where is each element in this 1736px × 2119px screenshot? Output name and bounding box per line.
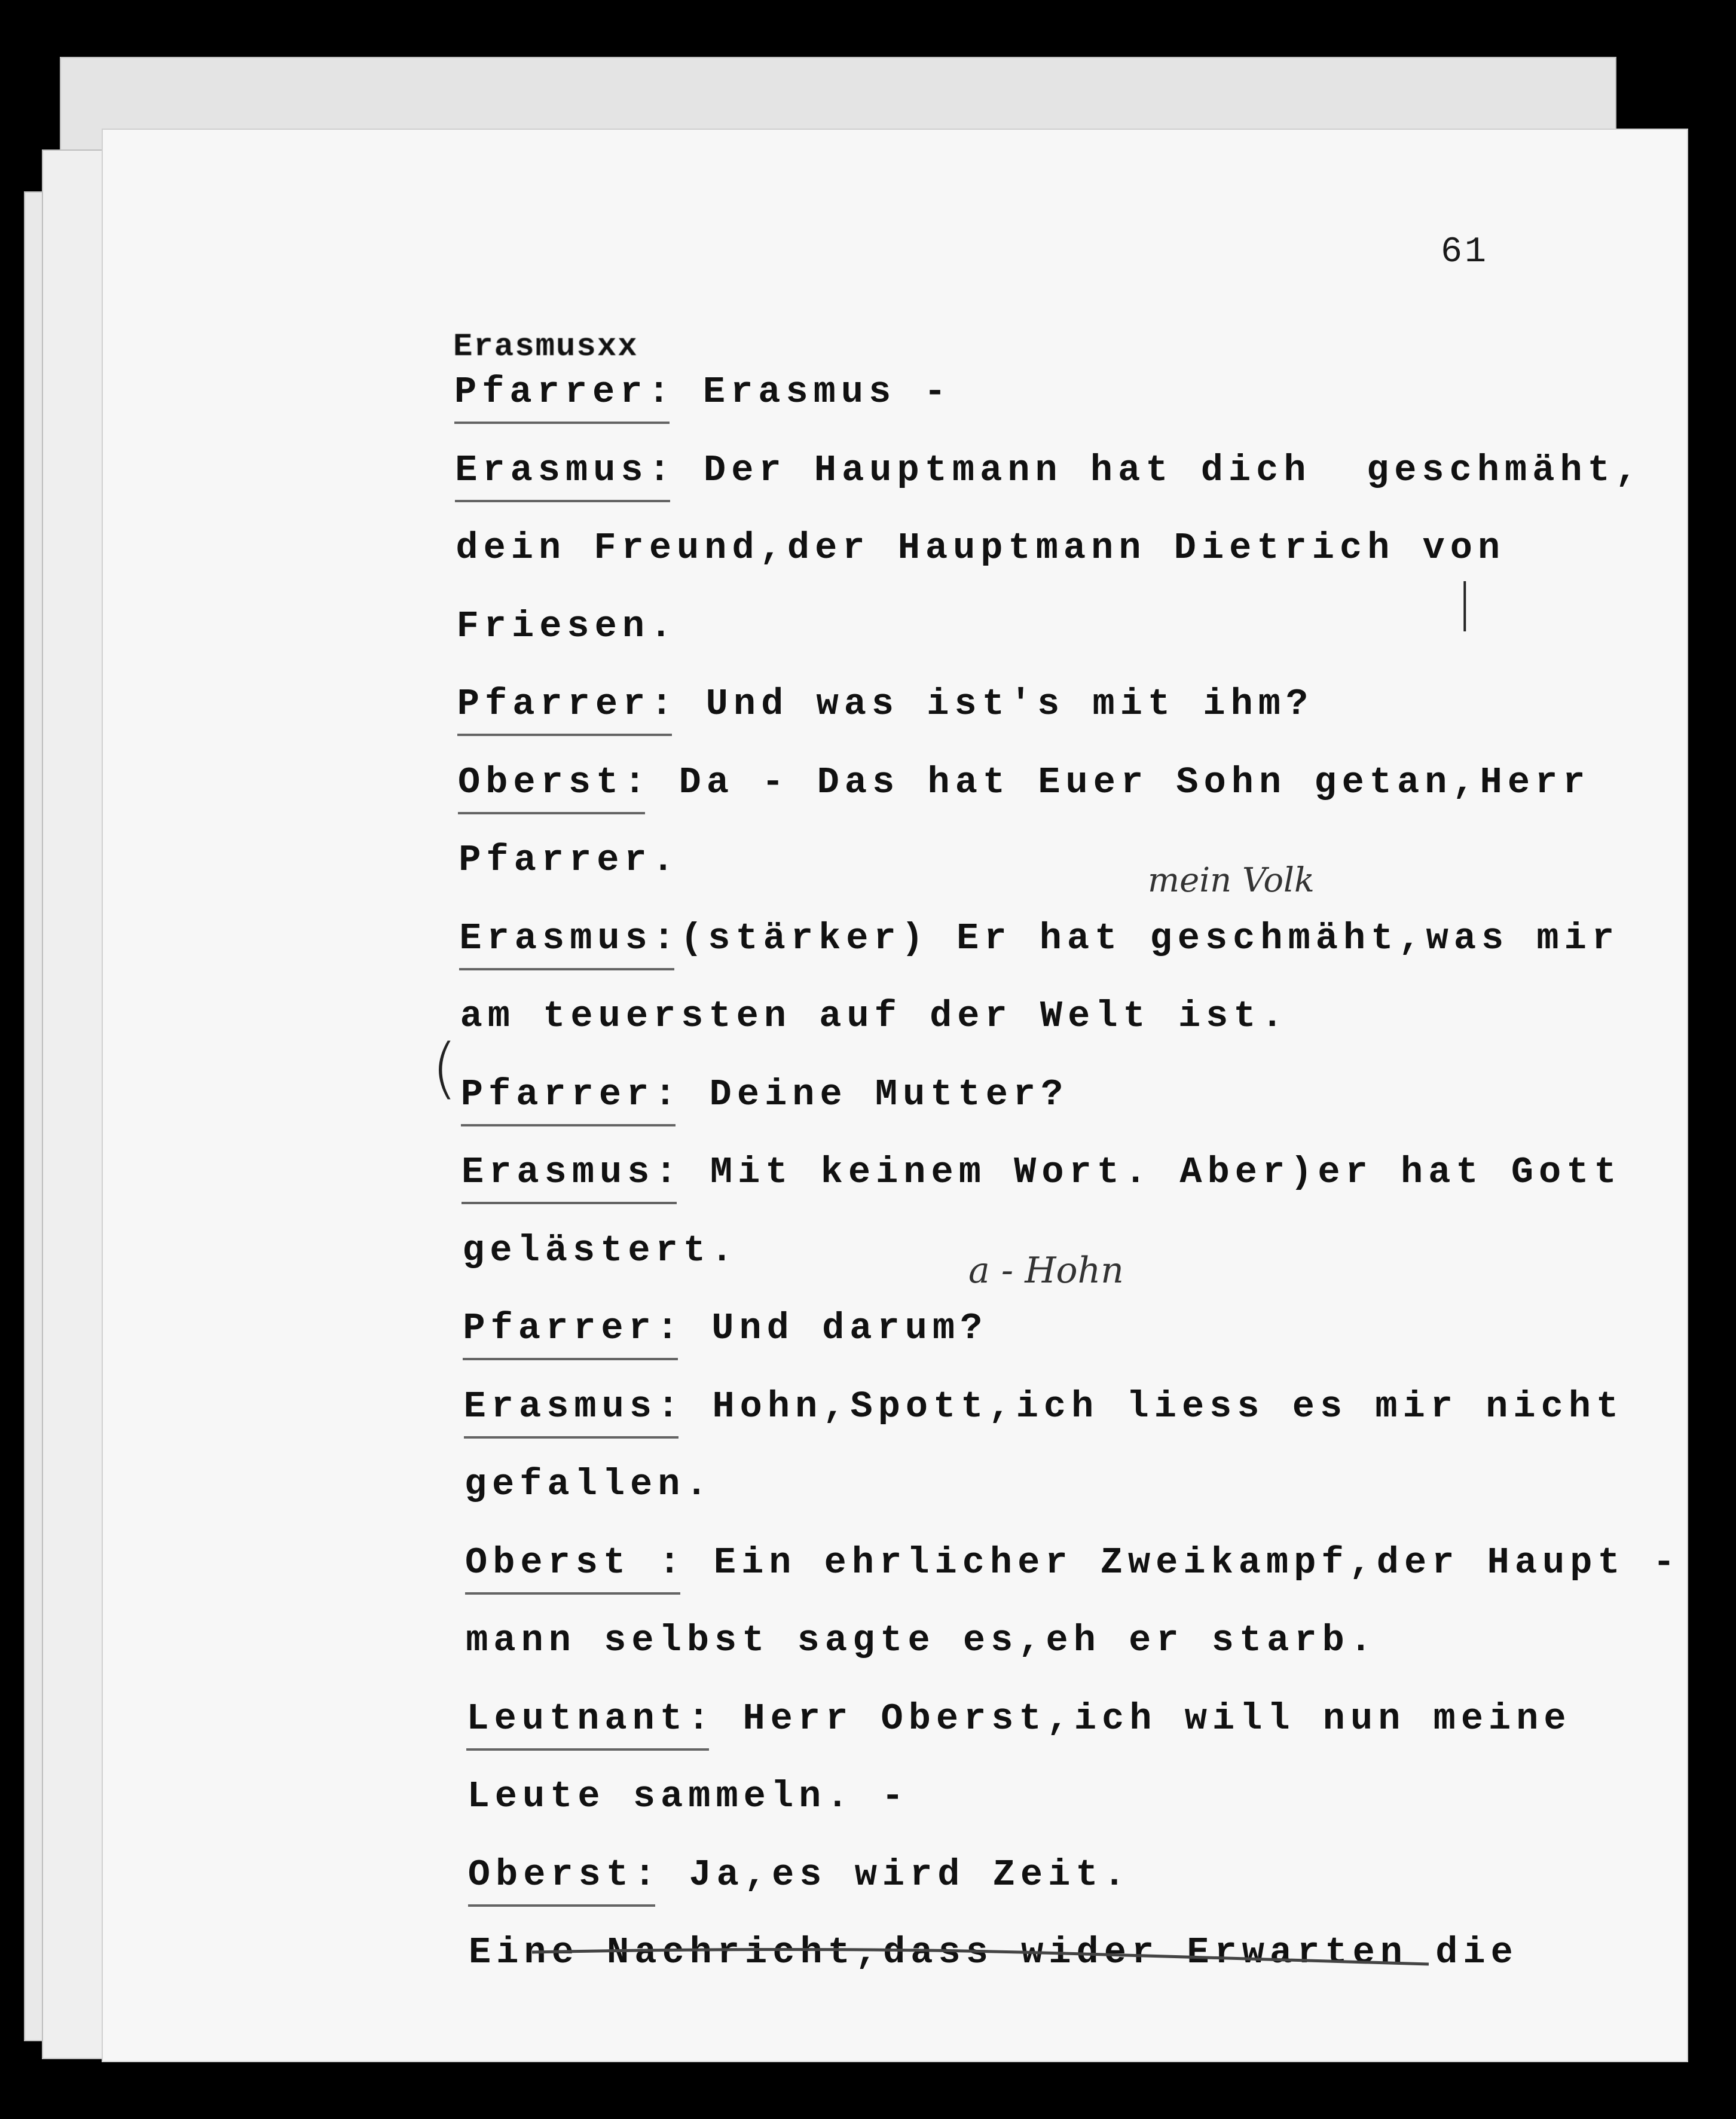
typescript-line (459, 839, 680, 881)
typescript-line (456, 604, 678, 648)
speaker-label: Erasmus: (461, 1151, 683, 1193)
handwritten-annotation-2: a - Hohn (968, 1250, 1124, 1291)
line-text: Da - Das hat Euer Sohn getan,Herr (651, 761, 1591, 804)
margin-tick-mark: | (1456, 573, 1474, 631)
line-text: dein Freund,der Hauptmann Dietrich von (456, 527, 1506, 569)
typescript-line (463, 1307, 988, 1349)
line-text: Und darum? (684, 1307, 988, 1349)
typescript-line (466, 1697, 1572, 1740)
speaker-label: Leutnant: (466, 1697, 716, 1740)
typescript-line (457, 683, 1314, 725)
line-text: Herr Oberst,ich will nun meine (715, 1697, 1572, 1740)
speaker-label: Pfarrer: (460, 1073, 682, 1116)
line-text: gefallen. (464, 1463, 713, 1506)
line-text: am teuersten auf der Welt ist. (460, 995, 1289, 1037)
line-text: Ein ehrlicher Zweikampf,der Haupt - (686, 1541, 1681, 1584)
typescript-line (466, 1619, 1377, 1662)
line-text: Ja,es wird Zeit. (661, 1853, 1131, 1896)
line-text: Pfarrer. (459, 839, 680, 881)
pencil-underline-stroke (526, 1940, 1435, 1976)
typescript-line (456, 527, 1506, 569)
speaker-label: Oberst : (465, 1541, 686, 1584)
speaker-label: Pfarrer: (457, 683, 678, 725)
line-text: Eine Nachricht,dass wider Erwarten die (469, 1931, 1518, 1974)
line-text: Friesen. (456, 604, 678, 648)
line-text: gelästert. (462, 1229, 739, 1272)
line-text: Und was ist's mit ihm? (678, 683, 1314, 725)
typescript-line (455, 448, 1643, 491)
speaker-label: Erasmus: (463, 1385, 685, 1428)
typescript-line (459, 917, 1620, 960)
line-text: mann selbst sagte es,eh er starb. (466, 1619, 1377, 1662)
line-text: Leute sammeln. - (467, 1775, 909, 1818)
speaker-label: Oberst: (458, 761, 652, 804)
typescript-line (467, 1775, 909, 1818)
typescript-line (464, 1463, 713, 1506)
handwritten-annotation-1: mein Volk (1148, 861, 1315, 900)
struck-heading: Erasmusxx (453, 329, 638, 365)
line-text: Der Hauptmann hat dich geschmäht, (676, 448, 1643, 491)
typescript-line (454, 371, 952, 413)
line-text: (stärker) Er hat geschmäht,was mir (680, 917, 1620, 960)
typescript-line (462, 1229, 739, 1272)
typescript-line (467, 1853, 1131, 1896)
speaker-label: Erasmus: (455, 448, 676, 491)
speaker-label: Erasmus: (459, 917, 681, 960)
speaker-label: Oberst: (467, 1853, 662, 1896)
line-text: Hohn,Spott,ich liess es mir nicht (684, 1385, 1624, 1428)
page-number: 61 (1441, 232, 1489, 273)
typescript-line (463, 1385, 1624, 1428)
line-text: Erasmus - (675, 371, 952, 413)
typescript-line (461, 1151, 1622, 1193)
speaker-label: Pfarrer: (454, 371, 676, 413)
line-text: Mit keinem Wort. Aber)er hat Gott (682, 1151, 1622, 1193)
typescript-line (465, 1541, 1681, 1584)
typescript-line (460, 1073, 1069, 1116)
line-text: Deine Mutter? (681, 1073, 1069, 1116)
typescript-line (460, 995, 1289, 1037)
margin-bracket-mark: ( (432, 1030, 457, 1106)
typescript-line (458, 761, 1591, 804)
speaker-label: Pfarrer: (463, 1307, 684, 1349)
